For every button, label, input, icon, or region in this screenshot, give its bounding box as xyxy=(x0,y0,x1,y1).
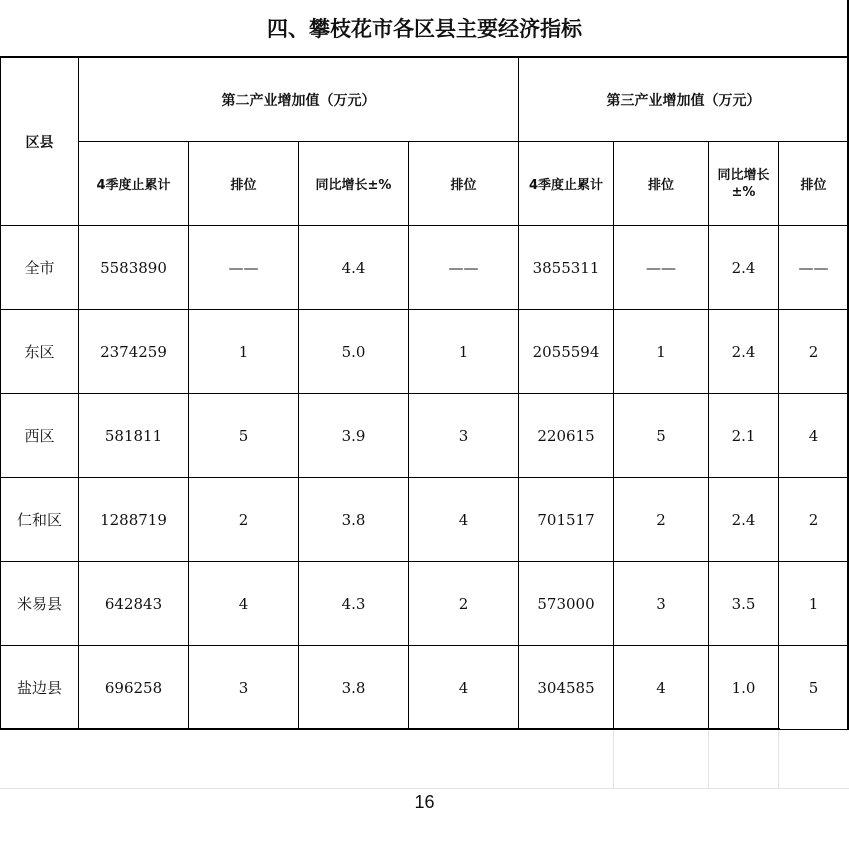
secondary-growth-rank-cell: 3 xyxy=(409,394,519,478)
tertiary-growth-rank-header: 排位 xyxy=(779,142,849,226)
secondary-growth-rank-cell: 1 xyxy=(409,310,519,394)
sub-header-row xyxy=(1,142,849,226)
table-row xyxy=(1,310,849,394)
district-cell: 米易县 xyxy=(1,562,79,646)
secondary-rank-cell: —— xyxy=(189,226,299,310)
secondary-growth-cell: 3.9 xyxy=(299,394,409,478)
secondary-growth-rank-cell: 4 xyxy=(409,646,519,730)
tertiary-cumulative-header: 4季度止累计 xyxy=(519,142,614,226)
tertiary-value-cell: 573000 xyxy=(519,562,614,646)
table-row xyxy=(1,562,849,646)
gridline xyxy=(708,730,709,788)
secondary-growth-header: 同比增长±% xyxy=(299,142,409,226)
tertiary-rank-cell: —— xyxy=(614,226,709,310)
page-title: 四、攀枝花市各区县主要经济指标 xyxy=(267,17,582,41)
tertiary-rank-cell: 4 xyxy=(614,646,709,730)
secondary-rank-cell: 3 xyxy=(189,646,299,730)
tertiary-growth-cell: 2.4 xyxy=(709,310,779,394)
secondary-growth-cell: 5.0 xyxy=(299,310,409,394)
secondary-growth-rank-header: 排位 xyxy=(409,142,519,226)
tertiary-rank-cell: 3 xyxy=(614,562,709,646)
tertiary-value-cell: 701517 xyxy=(519,478,614,562)
secondary-growth-cell: 3.8 xyxy=(299,646,409,730)
tertiary-rank-cell: 2 xyxy=(614,478,709,562)
tertiary-growth-header: 同比增长±% xyxy=(709,142,779,226)
gridline xyxy=(613,730,614,788)
secondary-industry-header: 第二产业增加值（万元） xyxy=(79,58,519,142)
tertiary-growth-cell: 3.5 xyxy=(709,562,779,646)
tertiary-growth-cell: 2.1 xyxy=(709,394,779,478)
tertiary-rank-cell: 1 xyxy=(614,310,709,394)
tertiary-growth-rank-cell: 1 xyxy=(779,562,849,646)
secondary-growth-rank-cell: 4 xyxy=(409,478,519,562)
table-row xyxy=(1,226,849,310)
bottom-rule xyxy=(0,728,780,730)
table-row xyxy=(1,478,849,562)
tertiary-growth-rank-cell: 2 xyxy=(779,310,849,394)
secondary-value-cell: 2374259 xyxy=(79,310,189,394)
tertiary-growth-cell: 1.0 xyxy=(709,646,779,730)
group-header-row xyxy=(1,58,849,142)
tertiary-rank-cell: 5 xyxy=(614,394,709,478)
district-cell: 全市 xyxy=(1,226,79,310)
tertiary-growth-rank-cell: —— xyxy=(779,226,849,310)
tertiary-growth-rank-cell: 2 xyxy=(779,478,849,562)
table-row xyxy=(1,394,849,478)
district-cell: 西区 xyxy=(1,394,79,478)
secondary-growth-rank-cell: —— xyxy=(409,226,519,310)
tertiary-growth-rank-cell: 5 xyxy=(779,646,849,730)
gridline xyxy=(778,730,779,788)
secondary-cumulative-header: 4季度止累计 xyxy=(79,142,189,226)
secondary-growth-rank-cell: 2 xyxy=(409,562,519,646)
tertiary-industry-header: 第三产业增加值（万元） xyxy=(519,58,849,142)
secondary-rank-cell: 1 xyxy=(189,310,299,394)
secondary-growth-cell: 4.3 xyxy=(299,562,409,646)
district-cell: 东区 xyxy=(1,310,79,394)
district-cell: 盐边县 xyxy=(1,646,79,730)
tertiary-growth-rank-cell: 4 xyxy=(779,394,849,478)
gridline xyxy=(0,788,849,789)
table-row xyxy=(1,646,849,730)
secondary-rank-cell: 4 xyxy=(189,562,299,646)
district-cell: 仁和区 xyxy=(1,478,79,562)
tertiary-growth-cell: 2.4 xyxy=(709,226,779,310)
district-header: 区县 xyxy=(1,58,79,226)
tertiary-value-cell: 220615 xyxy=(519,394,614,478)
secondary-value-cell: 581811 xyxy=(79,394,189,478)
tertiary-value-cell: 304585 xyxy=(519,646,614,730)
tertiary-value-cell: 3855311 xyxy=(519,226,614,310)
tertiary-growth-cell: 2.4 xyxy=(709,478,779,562)
secondary-value-cell: 5583890 xyxy=(79,226,189,310)
tertiary-value-cell: 2055594 xyxy=(519,310,614,394)
page-number: 16 xyxy=(414,792,435,812)
secondary-rank-header: 排位 xyxy=(189,142,299,226)
secondary-value-cell: 1288719 xyxy=(79,478,189,562)
tertiary-rank-header: 排位 xyxy=(614,142,709,226)
secondary-rank-cell: 2 xyxy=(189,478,299,562)
secondary-growth-cell: 4.4 xyxy=(299,226,409,310)
secondary-rank-cell: 5 xyxy=(189,394,299,478)
economic-indicators-table xyxy=(0,57,849,730)
table-body xyxy=(1,226,849,730)
secondary-value-cell: 642843 xyxy=(79,562,189,646)
secondary-growth-cell: 3.8 xyxy=(299,478,409,562)
secondary-value-cell: 696258 xyxy=(79,646,189,730)
